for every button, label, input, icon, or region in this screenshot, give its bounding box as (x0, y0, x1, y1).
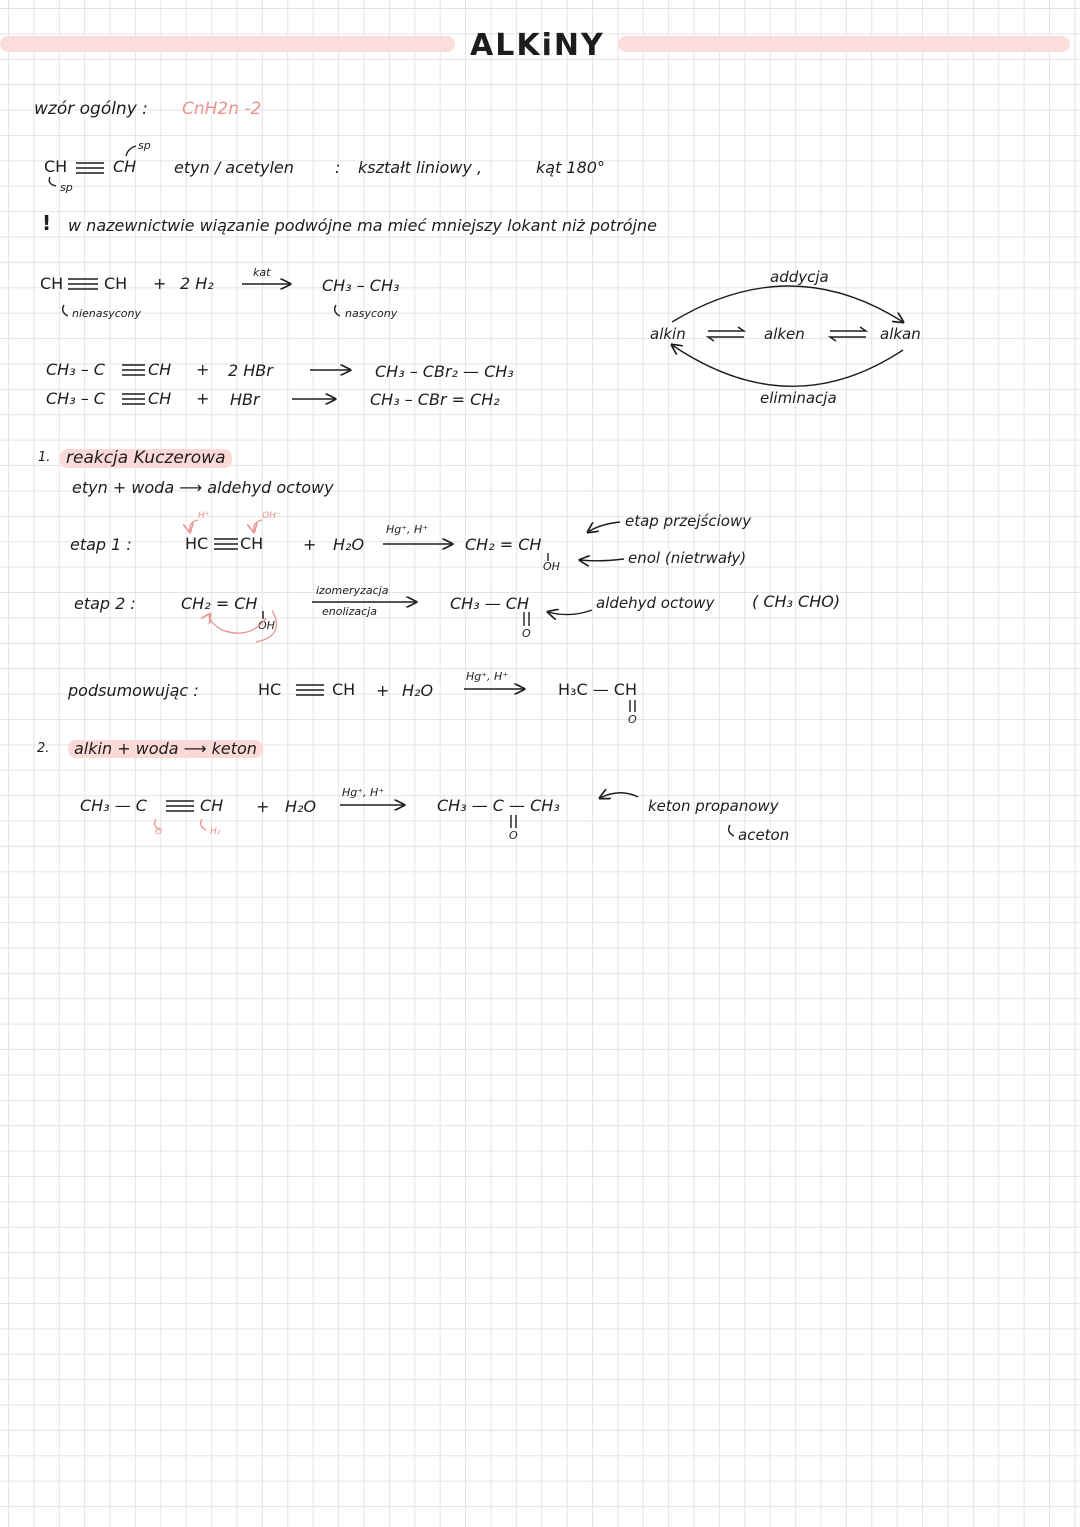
pointer-ketone (600, 793, 638, 798)
ketone-alias: aceton (738, 826, 790, 844)
summary-oxygen: O (628, 713, 637, 726)
cycle-alkin: alkin (650, 325, 686, 343)
step2-product: CH₃ — CH (450, 594, 529, 613)
hydrogen-target-hook (201, 819, 206, 830)
cycle-elimination: eliminacja (760, 389, 837, 407)
hbr1-plus: + (196, 360, 210, 379)
ethyne-right: CH (113, 157, 137, 176)
step2-reactant: CH₂ = CH (181, 594, 258, 613)
page-title: ALKiNY (470, 28, 605, 63)
hbr2-reactant: CH₃ – C (46, 389, 105, 408)
aceton-hook (729, 825, 734, 836)
hbr2-reactant-2: CH (148, 389, 172, 408)
ketone-reactant: CH₃ — C (80, 796, 147, 815)
acetaldehyde-note: aldehyd octowy (596, 594, 715, 612)
hbr1-reactant-2: CH (148, 360, 172, 379)
hbr1-reactant: CH₃ – C (46, 360, 105, 379)
ethyne-colon: : (335, 158, 341, 177)
cycle-alkan: alkan (880, 325, 921, 343)
step1-catalyst: Hg⁺, H⁺ (386, 523, 429, 536)
saturated-hook (335, 305, 340, 316)
sp-label-top: sp (138, 139, 151, 152)
section-1-number: 1. (38, 450, 51, 465)
step2-label: etap 2 : (74, 594, 136, 613)
step1-reactant-2: CH (240, 534, 264, 553)
enol-note: enol (nietrwały) (628, 549, 747, 567)
general-formula: CnH2n -2 (182, 99, 262, 119)
hydrogenation-catalyst: kat (253, 266, 271, 279)
ketone-name: keton propanowy (648, 797, 779, 815)
kucherov-heading: reakcja Kuczerowa (60, 449, 232, 468)
ethyne-shape: kształt liniowy , (358, 158, 483, 177)
transition-state-note: etap przejściowy (625, 512, 752, 530)
triple-bond-ethyne (76, 163, 104, 173)
step1-hplus: H⁺ (198, 511, 210, 521)
summary-label: podsumowując : (68, 681, 199, 700)
step1-label: etap 1 : (70, 535, 132, 554)
triple-bond-summary (296, 685, 324, 695)
hydrogenation-product: CH₃ – CH₃ (322, 276, 400, 295)
step2-carbonyl (524, 612, 529, 626)
oxygen-target-hook (155, 819, 160, 830)
hydrogenation-reagent: 2 H₂ (180, 274, 214, 293)
hbr2-plus: + (196, 389, 210, 408)
ethyne-left: CH (44, 157, 68, 176)
unsaturated-note: nienasycony (72, 307, 142, 320)
hydrogenation-plus: + (153, 274, 167, 293)
ketone-water: H₂O (285, 797, 317, 816)
summary-catalyst: Hg⁺, H⁺ (466, 670, 509, 683)
hbr1-reagent: 2 HBr (228, 361, 273, 380)
step1-plus: + (303, 535, 317, 554)
cycle-alken: alken (764, 325, 805, 343)
equilibrium-alken-alkan (830, 327, 866, 341)
note-mark: ! (42, 211, 52, 235)
ketone-oxygen: O (509, 829, 518, 842)
ketone-heading: alkin + woda ⟶ keton (68, 740, 263, 758)
summary-water: H₂O (402, 681, 434, 700)
summary-product: H₃C — CH (558, 680, 637, 699)
isomerization-label: izomeryzacja (316, 584, 389, 597)
hydrogenation-reactant: CH (40, 274, 64, 293)
hplus-arrow (190, 520, 198, 532)
hydrogenation-reactant-2: CH (104, 274, 128, 293)
sp-label-bottom: sp (60, 181, 73, 194)
proton-shift-arrow (209, 614, 266, 633)
saturated-note: nasycony (345, 307, 398, 320)
hbr1-product: CH₃ – CBr₂ — CH₃ (375, 362, 514, 381)
enolization-label: enolizacja (322, 605, 377, 618)
ethyne-angle: kąt 180° (536, 158, 605, 177)
general-formula-label: wzór ogólny : (34, 99, 148, 119)
arc-elimination (672, 345, 903, 386)
section-2-number: 2. (37, 741, 50, 756)
triple-bond-hydrogenation (68, 279, 98, 289)
step2-oxygen: O (522, 627, 531, 640)
equilibrium-alkin-alken (708, 327, 744, 341)
sp-hook-top (126, 146, 136, 156)
pointer-transition (588, 522, 620, 532)
triple-bond-step1 (214, 539, 238, 549)
ethyne-name: etyn / acetylen (174, 158, 294, 177)
ketone-carbonyl (511, 815, 516, 828)
summary-carbonyl (630, 700, 635, 712)
step2-oh: OH (258, 619, 275, 632)
summary-reactant: HC (258, 680, 282, 699)
kucherov-summary: etyn + woda ⟶ aldehyd octowy (72, 478, 334, 497)
step1-reactant: HC (185, 534, 209, 553)
ketone-catalyst: Hg⁺, H⁺ (342, 786, 385, 799)
ketone-plus: + (256, 797, 270, 816)
step1-water: H₂O (333, 535, 365, 554)
oxygen-target-mark: O (155, 827, 163, 837)
ketone-product: CH₃ — C — CH₃ (437, 796, 560, 815)
summary-reactant-2: CH (332, 680, 356, 699)
pointer-enol (580, 559, 624, 561)
hbr2-product: CH₃ – CBr = CH₂ (370, 390, 500, 409)
pointer-aldehyde (548, 610, 592, 615)
triple-bond-ketone (166, 801, 194, 811)
ohminus-arrow (254, 520, 262, 532)
step1-ohminus: OH⁻ (262, 511, 281, 521)
hbr2-reagent: HBr (230, 390, 260, 409)
triple-bond-hbr2 (122, 394, 145, 404)
step1-oh: OH (543, 560, 560, 573)
step1-product: CH₂ = CH (465, 535, 542, 554)
sp-hook-bottom (49, 177, 56, 186)
triple-bond-hbr1 (122, 365, 145, 375)
hydrogen-target-mark: H₂ (210, 827, 221, 837)
unsaturated-hook (63, 305, 68, 316)
ketone-reactant-2: CH (200, 796, 224, 815)
arc-addition (672, 286, 903, 322)
acetaldehyde-formula: ( CH₃ CHO) (752, 592, 841, 611)
cycle-addition: addycja (770, 268, 829, 286)
summary-plus: + (376, 681, 390, 700)
naming-note: w nazewnictwie wiązanie podwójne ma mieć mniejszy lokant niż potrójne (68, 216, 657, 235)
